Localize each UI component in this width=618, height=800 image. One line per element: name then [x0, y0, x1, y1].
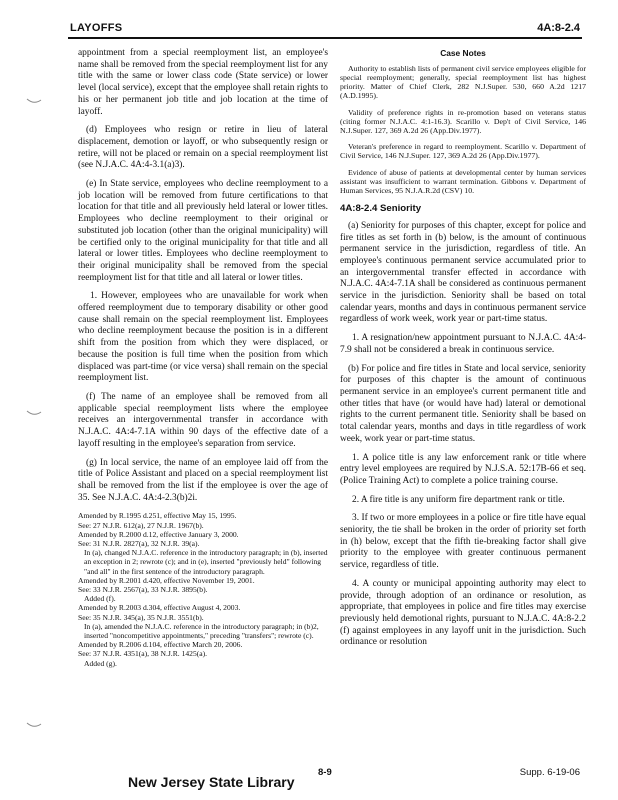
margin-hole-mark-icon — [26, 408, 42, 418]
paragraph-continued: appointment from a special reemployment list, an employee's name shall be removed from the special reemployment list for any title with the same or lower class code (State service) or lower level (local service), except that the employee shall retain rights to his or her permanent job title and job location at the time of layoff. — [78, 48, 328, 117]
case-note: Validity of preference rights in re-promotion based on veterans status (citing former N.J.A.C. 4:1-16.3). Scarillo v. Dep't of Civil Service, 146 N.J.Super. 127, 369 A.2d 26 (App.Div.1977). — [340, 107, 586, 135]
supplement-date: Supp. 6-19-06 — [519, 767, 580, 778]
amendment-line: Added (f). — [84, 594, 116, 604]
paragraph-b-4: 4. A county or municipal appointing authority may elect to provide, through adoption of an ordinance or resolution, as appropriate, that employees in police and fire titles may exercise previously held demotional rights, pursuant to N.J.A.C. 4A:8-2.2 (f) against employees in any layoff unit in the jurisdiction. Such ordinance or resolution — [340, 578, 586, 648]
amendment-line: In (a), amended the N.J.A.C. reference in the introductory paragraph; in (b)2, inserted "noncompetitive appointments," preceding "transfers"; rewrote (c). — [84, 621, 319, 640]
running-header-title: LAYOFFS — [70, 22, 123, 34]
case-note: Veteran's preference in regard to reemployment. Scarillo v. Department of Civil Service, 146 N.J.Super. 127, 369 A.2d 26 (App.Div.1977). — [340, 142, 586, 161]
paragraph-e: (e) In State service, employees who decline reemployment to a job location will be removed from future certifications to that location for that title and all previously held lateral or lower titles. Employees who decline reemployment to their original or substituted job location (other than the original municipality) will be certified only to the original municipality for that title and all lateral or lower titles. Employees who decline reemployment to their original municipality shall be removed from the special reemployment list for that title and all lateral or lower titles. — [78, 179, 328, 283]
running-header-section: 4A:8-2.4 — [537, 22, 580, 34]
case-notes-list — [340, 64, 586, 195]
case-note: Evidence of abuse of patients at developmental center by human services assistant was insufficient to warrant termination. Gibbons v. Department of Human Services, 95 N.J.A.R.2d (CSV) 10. — [340, 167, 586, 195]
paragraph-f: (f) The name of an employee shall be removed from all applicable special reemployment lists where the employee receives an intergovernmental transfer in accordance with N.J.A.C. 4A:4-7.1A within 90 days of the effective date of a layoff resulting in the employee's separation from service. — [78, 391, 328, 449]
right-column — [340, 48, 586, 656]
paragraph-g: (g) In local service, the name of an employee laid off from the title of Police Assistant and placed on a special reemployment list shall be removed from the list if the employee is over the age of 35. See N.J.A.C. 4A:4-2.3(b)2i. — [78, 457, 328, 503]
amendment-line: In (a), changed N.J.A.C. reference in the introductory paragraph; in (b), inserted an exception in 2; rewrote (c); and in (e), inserted "previously held" following "and all" in the first sentence of the introductory paragraph. — [84, 548, 328, 576]
paragraph-d: (d) Employees who resign or retire in lieu of lateral displacement, demotion or layoff, or who subsequently resign or retire, will not be placed or remain on a special reemployment list (see N.J.A.C. 4A:4-3.1(a)3). — [78, 125, 328, 171]
margin-hole-mark-icon — [26, 96, 42, 106]
case-note: Authority to establish lists of permanent civil service employees eligible for special reemployment; generally, special reemployment list has highest priority. Matter of Chief Clerk, 282 N.J.Super. 530, 660 A.2d 1217 (A.D.1995). — [340, 63, 586, 101]
amendment-line: See: 31 N.J.R. 2827(a), 32 N.J.R. 39(a). — [78, 538, 200, 548]
amendment-line: Amended by R.2000 d.12, effective January 3, 2000. — [78, 529, 239, 539]
amendment-line: Amended by R.1995 d.251, effective May 15, 1995. — [78, 511, 237, 521]
case-notes-heading: Case Notes — [440, 48, 486, 58]
paragraph-b-2: 2. A fire title is any uniform fire department rank or title. — [352, 494, 565, 505]
amendment-line: Amended by R.2003 d.304, effective August 4, 2003. — [78, 603, 241, 613]
amendment-line: See: 37 N.J.R. 4351(a), 38 N.J.R. 1425(a). — [78, 649, 208, 659]
amendment-line: Amended by R.2006 d.104, effective March 20, 2006. — [78, 640, 243, 650]
paragraph-e-1: 1. However, employees who are unavailable for work when offered reemployment due to temporary disability or other good cause shall remain on the special reemployment list. Employees who decline reemployment because the position is in a different shift from the position from which they were displaced, or because the position is full time when the position from which displaced was part-time (or vice versa) shall remain on the special reemployment list. — [78, 291, 328, 384]
paragraph-b: (b) For police and fire titles in State and local service, seniority for purposes of this chapter is the amount of continuous permanent service in an employee's current permanent title and other titles that have (or would have had) lateral or demotional rights to the current permanent title. Seniority shall be based on total calendar years, months and days in title regardless of work week, work year or part-time status. — [340, 363, 586, 444]
amendment-line: See: 33 N.J.R. 2567(a), 33 N.J.R. 3895(b). — [78, 584, 208, 594]
amendment-line: See: 27 N.J.R. 612(a), 27 N.J.R. 1967(b). — [78, 520, 204, 530]
header-rule — [68, 37, 582, 39]
page-number: 8-9 — [318, 767, 332, 778]
left-column — [78, 48, 328, 668]
paragraph-a-1: 1. A resignation/new appointment pursuant to N.J.A.C. 4A:4-7.9 shall not be considered a break in continuous service. — [340, 333, 586, 355]
amendment-line: Amended by R.2001 d.420, effective November 19, 2001. — [78, 575, 255, 585]
section-heading: 4A:8-2.4 Seniority — [340, 203, 422, 215]
library-watermark: New Jersey State Library — [128, 774, 295, 790]
amendment-line: Added (g). — [84, 658, 117, 668]
amendment-line: See: 35 N.J.R. 345(a), 35 N.J.R. 3551(b). — [78, 612, 204, 622]
amendment-history — [78, 511, 328, 667]
margin-hole-mark-icon — [26, 720, 42, 730]
paragraph-a: (a) Seniority for purposes of this chapter, except for police and fire titles as set forth in (b) below, is the amount of continuous permanent service in the jurisdiction, regardless of title. An employee's continuous permanent service accumulated prior to an intergovernmental transfer effected in accordance with N.J.A.C. 4A:4-7.1A shall be considered as continuous permanent service in the jurisdiction. Seniority shall be based on total calendar years, months and days in continuous permanent service regardless of work week, work year or part-time status. — [340, 220, 586, 325]
paragraph-b-1: 1. A police title is any law enforcement rank or title where entry level employees are required by N.J.S.A. 52:17B-66 et seq. (Police Training Act) to complete a police training course. — [340, 452, 586, 486]
paragraph-b-3: 3. If two or more employees in a police or fire title have equal seniority, the tie shall be broken in the order of priority set forth in (h) below, except that the fifth tie-breaking factor shall give priority to the employee with greater continuous permanent service, regardless of title. — [340, 513, 586, 571]
